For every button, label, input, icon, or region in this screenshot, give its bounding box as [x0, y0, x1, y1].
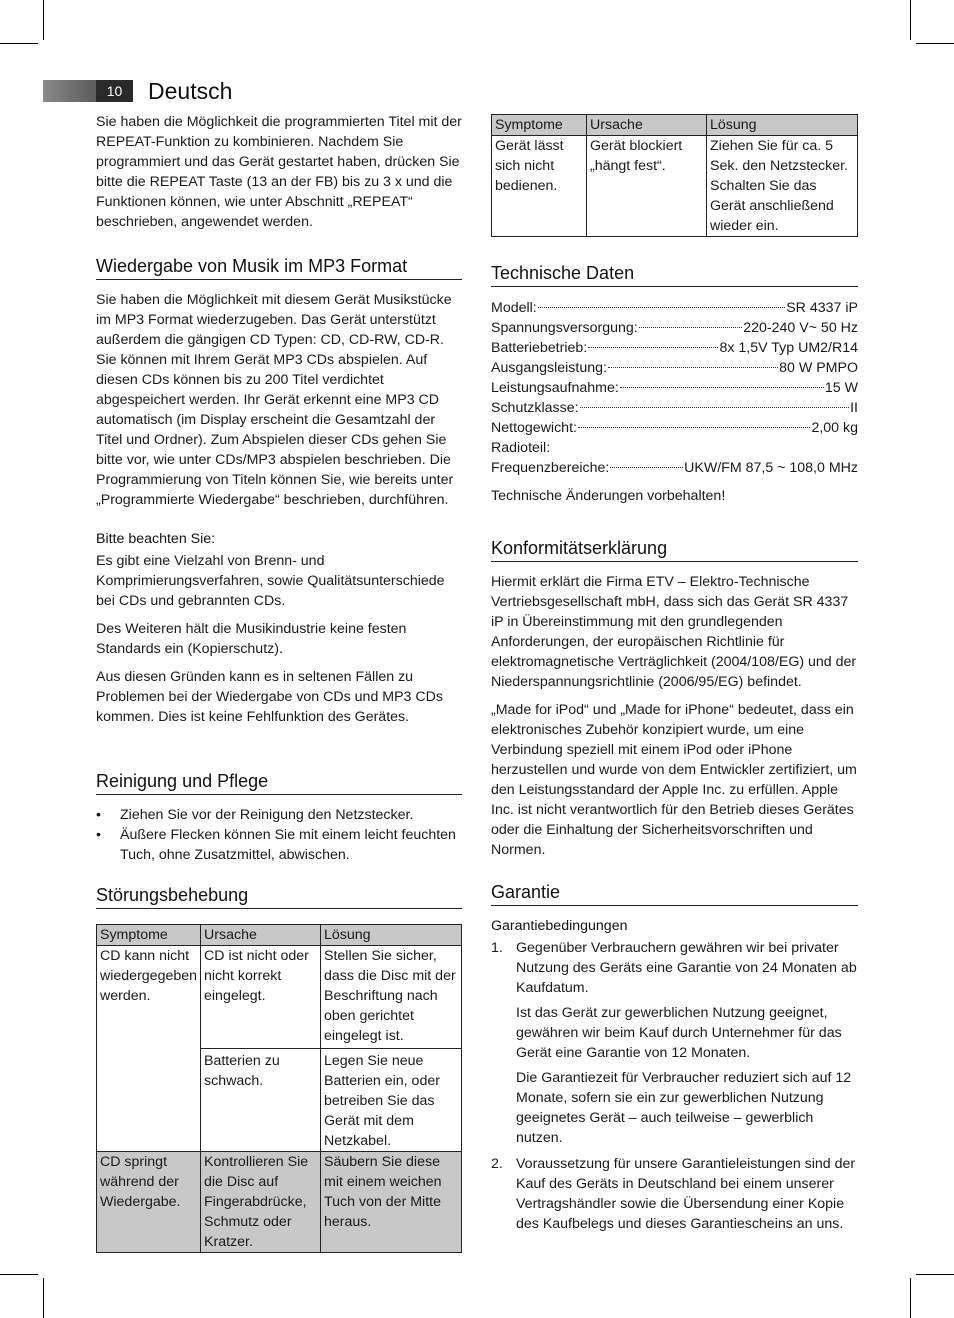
spec-label: Nettogewicht:: [491, 420, 577, 436]
cleaning-heading: Reinigung und Pflege: [96, 769, 462, 795]
note-paragraph-3: [96, 667, 462, 727]
conformity-paragraph-2: „Made for iPod“ und „Made for iPhone“ bedeutet, dass ein elektronisches Zubehör konzipiert wurde, um eine Verbindung speziell mit einem iPod oder iPhone herzustellen und wurde von dem Entwickler zertifiziert, um den Leistungsstandard der Apple Inc. zu erfüllen. Apple Inc. ist nicht verantwortlich für den Betrieb dieses Gerätes oder die Einhaltung der Sicherheitsvorschriften und Normen.: [491, 702, 857, 858]
note-paragraph-1: Es gibt eine Vielzahl von Brenn- und Komprimierungsverfahren, sowie Qualitätsunterschiede bei CDs und gebrannten CDs.: [96, 553, 445, 609]
spec-row: [491, 338, 858, 358]
note-text-bold: keine: [208, 709, 243, 725]
spec-row: [491, 458, 858, 478]
spec-label: Spannungsversorgung:: [491, 320, 638, 336]
spec-value: 80 W PMPO: [779, 360, 858, 376]
spec-row: [491, 318, 858, 338]
spec-label: Frequenzbereiche:: [491, 460, 610, 476]
right-column: [491, 114, 858, 1240]
warranty-paragraph: Gegenüber Verbrauchern gewähren wir bei privater Nutzung des Geräts eine Garantie von 24 Monaten ab Kaufdatum.: [516, 940, 857, 996]
solution-cell: Stellen Sie sicher, dass die Disc mit der Beschriftung nach oben gerichtet eingelegt ist.: [321, 946, 462, 1049]
crop-mark: [916, 1274, 954, 1275]
crop-mark: [0, 43, 38, 44]
tech-section: [491, 261, 858, 506]
table-row: [492, 136, 858, 237]
note-heading: Bitte beachten Sie:: [96, 531, 216, 547]
warranty-heading: Garantie: [491, 880, 858, 906]
spec-value: 2,00 kg: [811, 420, 858, 436]
leader-dots: [578, 427, 810, 428]
mp3-heading: Wiedergabe von Musik im MP3 Format: [96, 254, 462, 280]
crop-mark: [43, 0, 44, 40]
symptom-cell: CD springt während der Wiedergabe.: [97, 1152, 201, 1253]
page-title: Deutsch: [148, 78, 233, 104]
list-number: 1.: [491, 940, 503, 956]
table-row: [97, 946, 462, 1049]
crop-mark: [916, 43, 954, 44]
spec-label: Leistungsaufnahme:: [491, 380, 619, 396]
spec-row: [491, 298, 858, 318]
warranty-paragraph: Ist das Gerät zur gewerblichen Nutzung geeignet, gewähren wir beim Kauf durch Unternehmer für das Gerät eine Garantie von 12 Monaten.: [516, 1005, 842, 1061]
spec-row: [491, 358, 858, 378]
cause-cell: Kontrollieren Sie die Disc auf Fingerabdrücke, Schmutz oder Kratzer.: [201, 1152, 321, 1253]
warranty-section: [491, 880, 858, 1234]
note-text-a: Aus diesen Gründen kann es in seltenen Fällen zu Problemen bei der Wiedergabe von CDs und MP3 CDs kommen. Dies ist: [96, 669, 443, 725]
tech-heading: Technische Daten: [491, 261, 858, 287]
spec-value: 8x 1,5V Typ UM2/R14: [719, 340, 858, 356]
cause-cell: Gerät blockiert „hängt fest“.: [587, 136, 707, 237]
note-text-b: Fehlfunktion des Gerätes.: [242, 709, 410, 725]
solution-cell: Legen Sie neue Batterien ein, oder betreiben Sie das Gerät mit dem Netzkabel.: [321, 1049, 462, 1152]
intro-paragraph: Sie haben die Möglichkeit die programmierten Titel mit der REPEAT-Funktion zu kombinieren. Nachdem Sie programmiert und das Gerät gestartet haben, drücken Sie bitte die REPEAT Taste (13 an der FB) bis zu 3 x und die Funktionen können, wie unter Abschnitt „REPEAT“ beschrieben, angewendet werden.: [96, 114, 462, 230]
warranty-paragraph: Die Garantiezeit für Verbraucher reduziert sich auf 12 Monate, sofern sie ein zur gewerblichen Nutzung geeignetes Gerät – auch teilweise – gewerblich nutzen.: [516, 1070, 852, 1146]
column-header-solution: Lösung: [321, 925, 462, 946]
left-column: [96, 112, 462, 1253]
warranty-paragraph: Voraussetzung für unsere Garantieleistungen sind der Kauf des Geräts in Deutschland bei einem unserer Vertragshändler sowie die Übersendung einer Kopie des Kaufbelegs und dieses Garantiescheins an uns.: [516, 1156, 856, 1232]
spec-row: [491, 398, 858, 418]
leader-dots: [610, 467, 683, 468]
crop-mark: [43, 1278, 44, 1318]
spec-label: Batteriebetrieb:: [491, 340, 588, 356]
spec-label: Schutzklasse:: [491, 400, 579, 416]
crop-mark: [910, 0, 911, 40]
crop-mark: [910, 1278, 911, 1318]
leader-dots: [620, 387, 824, 388]
list-item: • Ziehen Sie vor der Reinigung den Netzstecker.: [96, 805, 462, 825]
list-item: • Äußere Flecken können Sie mit einem leicht feuchten Tuch, ohne Zusatzmittel, abwischen.: [96, 825, 462, 865]
note-paragraph-2: Des Weiteren hält die Musikindustrie keine festen Standards ein (Kopierschutz).: [96, 621, 407, 657]
tech-note: Technische Änderungen vorbehalten!: [491, 488, 726, 504]
table-row: [97, 1152, 462, 1253]
page-number: 10: [96, 80, 133, 102]
spec-value: UKW/FM 87,5 ~ 108,0 MHz: [684, 460, 858, 476]
list-item: [491, 938, 858, 1148]
mp3-paragraph: Sie haben die Möglichkeit mit diesem Gerät Musikstücke im MP3 Format wiederzugeben. Das Gerät unterstützt außerdem die gängigen CD Typen: CD, CD-RW, CD-R. Sie können mit Ihrem Gerät MP3 CDs abspielen. Auf diesen CDs können bis zu 200 Titel verdichtet abgespeichert werden. Ihr Gerät erkennt eine MP3 CD automatisch (im Display erscheint die Gesamtzahl der Titel und Ordner). Zum Abspielen dieser CDs gehen Sie bitte vor, wie unter CDs/MP3 abspielen beschrieben. Die Programmierung von Titeln können Sie, wie bereits unter „Programmierte Wiedergabe“ beschrieben, durchführen.: [96, 292, 454, 508]
spec-label: Ausgangsleistung:: [491, 360, 607, 376]
leader-dots: [580, 407, 850, 408]
spec-list: [491, 298, 858, 478]
spec-value: 15 W: [824, 380, 858, 396]
table-header-row: [97, 925, 462, 946]
leader-dots: [608, 367, 778, 368]
spec-row: [491, 418, 858, 438]
list-number: 2.: [491, 1156, 503, 1172]
symptom-cell: CD kann nicht wiedergegeben werden.: [97, 946, 201, 1152]
warranty-list: [491, 938, 858, 1234]
spec-value: II: [850, 400, 858, 416]
column-header-symptom: Symptome: [492, 115, 587, 136]
list-item: [491, 1154, 858, 1234]
leader-dots: [538, 307, 785, 308]
spec-value: 220-240 V~ 50 Hz: [743, 320, 858, 336]
column-header-cause: Ursache: [201, 925, 321, 946]
spec-value: SR 4337 iP: [786, 300, 858, 316]
conformity-heading: Konformitätserklärung: [491, 536, 858, 562]
conformity-section: [491, 536, 858, 860]
column-header-symptom: Symptome: [97, 925, 201, 946]
solution-cell: Säubern Sie diese mit einem weichen Tuch von der Mitte heraus.: [321, 1152, 462, 1253]
cleaning-section: [96, 769, 462, 865]
cleaning-list: [96, 805, 462, 865]
table-header-row: [492, 115, 858, 136]
spec-label: Modell:: [491, 300, 537, 316]
crop-mark: [0, 1274, 38, 1275]
conformity-paragraph-1: Hiermit erklärt die Firma ETV – Elektro-Technische Vertriebsgesellschaft mbH, dass sich das Gerät SR 4337 iP in Übereinstimmung mit den grundlegenden Anforderungen, der europäischen Richtlinie für elektromagnetische Verträglichkeit (2004/108/EG) und der Niederspannungsrichtlinie (2006/95/EG) befindet.: [491, 574, 857, 690]
leader-dots: [639, 327, 743, 328]
cause-cell: CD ist nicht oder nicht korrekt eingelegt.: [201, 946, 321, 1049]
warranty-subheading: Garantiebedingungen: [491, 918, 628, 934]
troubleshooting-table: [96, 924, 462, 1253]
solution-cell: Ziehen Sie für ca. 5 Sek. den Netzstecker. Schalten Sie das Gerät anschließend wieder ein.: [707, 136, 858, 237]
radio-label: Radioteil:: [491, 440, 551, 456]
troubleshooting-table-continued: [491, 114, 858, 237]
spec-row: [491, 378, 858, 398]
leader-dots: [588, 347, 718, 348]
mp3-section: [96, 254, 462, 727]
cause-cell: Batterien zu schwach.: [201, 1049, 321, 1152]
symptom-cell: Gerät lässt sich nicht bedienen.: [492, 136, 587, 237]
troubleshooting-section: [96, 883, 462, 1253]
column-header-solution: Lösung: [707, 115, 858, 136]
troubleshooting-heading: Störungsbehebung: [96, 883, 462, 909]
column-header-cause: Ursache: [587, 115, 707, 136]
